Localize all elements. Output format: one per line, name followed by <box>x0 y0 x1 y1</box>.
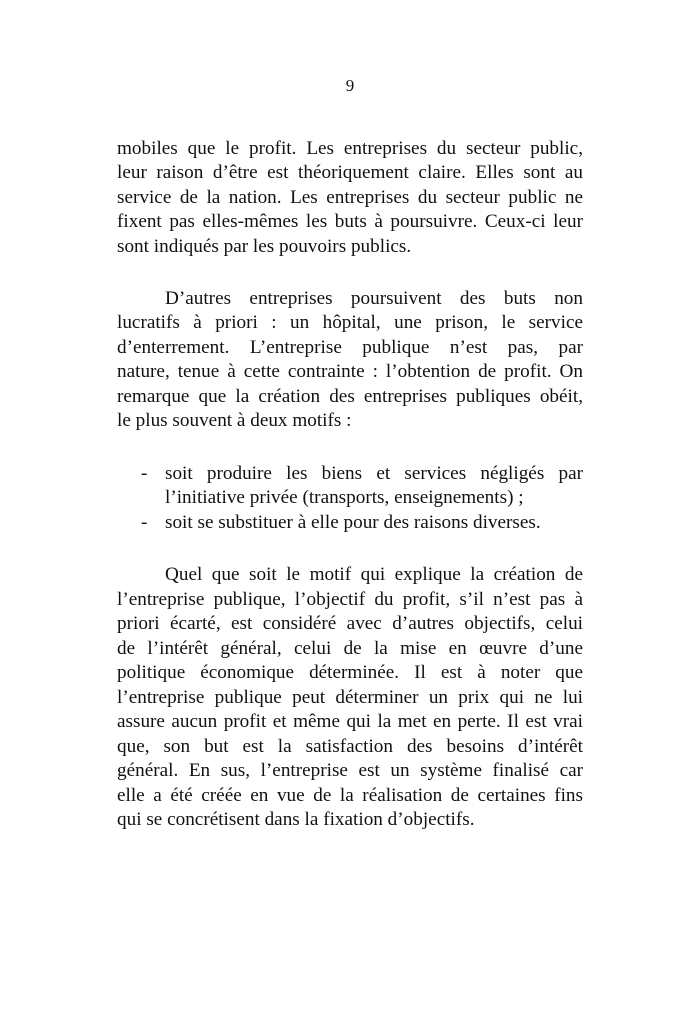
page-number: 9 <box>345 76 355 95</box>
paragraph-2-line-6: le plus souvent à deux motifs : <box>117 410 352 431</box>
paragraph-3-line-2: l’entreprise publique, l’objectif du profit, s’il n’est pas à <box>117 589 583 610</box>
list-bullet-2: - <box>141 512 148 533</box>
paragraph-3-line-5: politique économique déterminée. Il est à noter que <box>117 662 583 683</box>
paragraph-2-line-3: d’enterrement. L’entreprise publique n’est pas, par <box>117 337 583 358</box>
paragraph-2-line-2: lucratifs à priori : un hôpital, une prison, le service <box>117 312 583 333</box>
paragraph-1-line-2: leur raison d’être est théoriquement claire. Elles sont au <box>117 162 583 183</box>
paragraph-1-line-5: sont indiqués par les pouvoirs publics. <box>117 236 412 257</box>
paragraph-3-line-8: que, son but est la satisfaction des besoins d’intérêt <box>117 736 583 757</box>
paragraph-2-line-1: D’autres entreprises poursuivent des buts non <box>165 288 583 309</box>
paragraph-3-line-10: elle a été créée en vue de la réalisation de certaines fins <box>117 785 583 806</box>
paragraph-2-line-5: remarque que la création des entreprises publiques obéit, <box>117 386 583 407</box>
paragraph-3-line-6: l’entreprise publique peut déterminer un prix qui ne lui <box>117 687 583 708</box>
paragraph-3-line-3: priori écarté, est considéré avec d’autres objectifs, celui <box>117 613 583 634</box>
list-item-1-line-2: l’initiative privée (transports, enseignements) ; <box>165 487 524 508</box>
list-item-2-line-1: soit se substituer à elle pour des raisons diverses. <box>165 512 541 533</box>
paragraph-1-line-3: service de la nation. Les entreprises du secteur public ne <box>117 187 583 208</box>
paragraph-3-line-1: Quel que soit le motif qui explique la création de <box>165 564 583 585</box>
paragraph-1-line-4: fixent pas elles-mêmes les buts à poursuivre. Ceux-ci leur <box>117 211 583 232</box>
paragraph-3-line-4: de l’intérêt général, celui de la mise en œuvre d’une <box>117 638 583 659</box>
paragraph-1-line-1: mobiles que le profit. Les entreprises du secteur public, <box>117 138 583 159</box>
paragraph-2-line-4: nature, tenue à cette contrainte : l’obtention de profit. On <box>117 361 583 382</box>
paragraph-3-line-9: général. En sus, l’entreprise est un système finalisé car <box>117 760 583 781</box>
list-item-1-line-1: soit produire les biens et services négligés par <box>165 463 583 484</box>
paragraph-3-line-11: qui se concrétisent dans la fixation d’objectifs. <box>117 809 475 830</box>
paragraph-3-line-7: assure aucun profit et même qui la met en perte. Il est vrai <box>117 711 583 732</box>
list-bullet-1: - <box>141 463 148 484</box>
